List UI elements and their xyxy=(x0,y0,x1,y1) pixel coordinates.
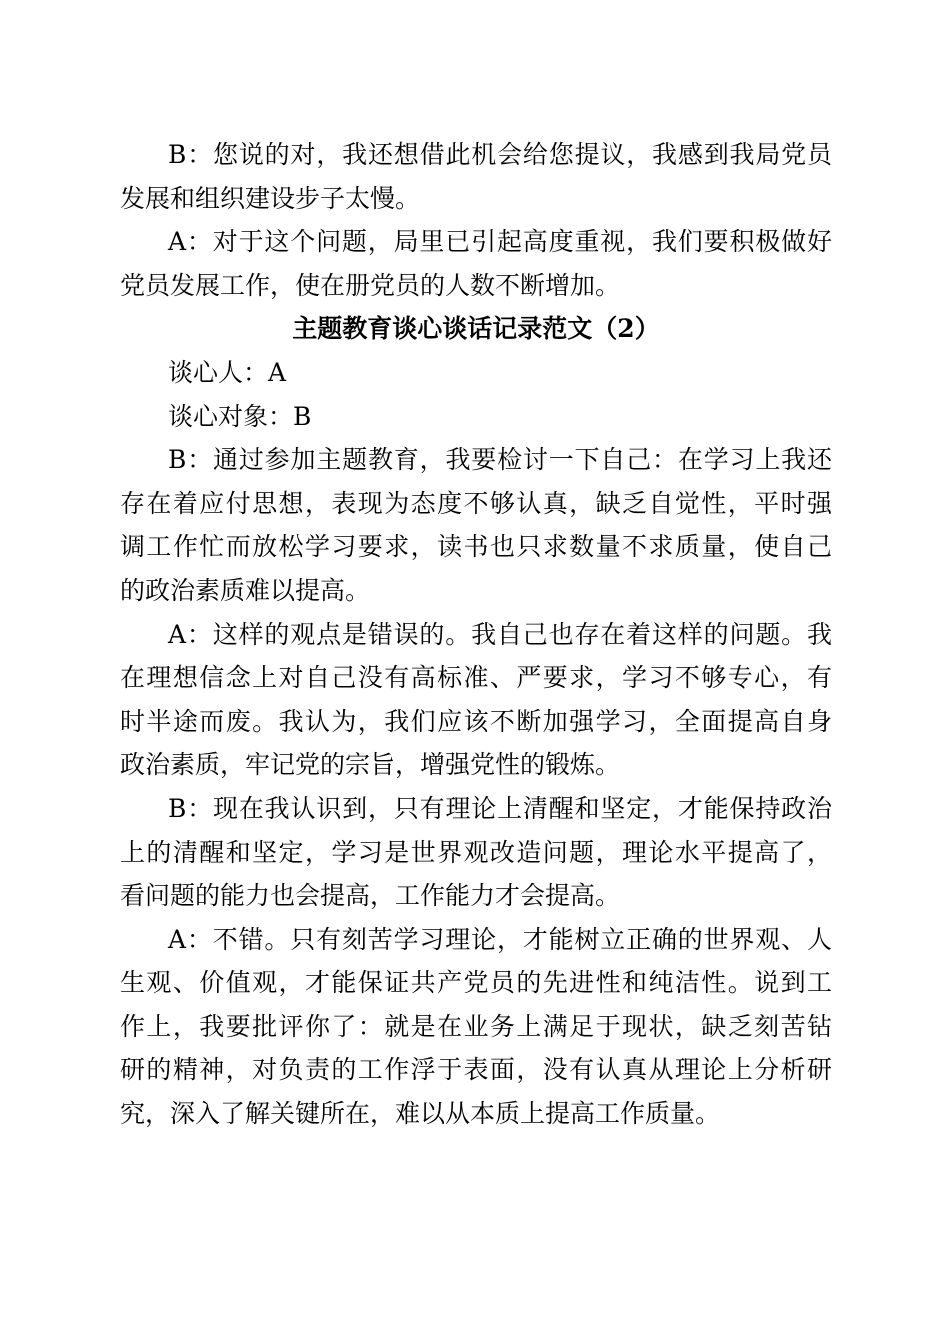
text-line: A：不错。只有刻苦学习理论，才能树立正确的世界观、人 xyxy=(168,924,832,954)
paragraph xyxy=(120,918,832,1136)
text-line: B：通过参加主题教育，我要检讨一下自己：在学习上我还 xyxy=(168,445,832,475)
text-line: 研的精神，对负责的工作浮于表面，没有认真从理论上分析研 xyxy=(120,1055,832,1085)
text-line: 生观、价值观，才能保证共产党员的先进性和纯洁性。说到工 xyxy=(120,968,832,998)
text-line: B：现在我认识到，只有理论上清醒和坚定，才能保持政治 xyxy=(168,793,832,823)
paragraph xyxy=(120,133,832,220)
text-line: 究，深入了解关键所在，难以从本质上提高工作质量。 xyxy=(120,1099,721,1129)
text-line: 政治素质，牢记党的宗旨，增强党性的锻炼。 xyxy=(120,750,621,780)
text-line: 上的清醒和坚定，学习是世界观改造问题，理论水平提高了， xyxy=(120,837,832,867)
text-line: 在理想信念上对自己没有高标准、严要求，学习不够专心，有 xyxy=(120,663,832,693)
talker-line: 谈心人：A xyxy=(168,357,287,387)
talkee-line: 谈心对象：B xyxy=(168,401,312,431)
paragraph xyxy=(120,438,832,612)
text-line: 党员发展工作，使在册党员的人数不断增加。 xyxy=(120,270,621,300)
paragraph xyxy=(120,613,832,787)
text-line: 作上，我要批评你了：就是在业务上满足于现状，缺乏刻苦钻 xyxy=(120,1011,832,1041)
text-line: 存在着应付思想，表现为态度不够认真，缺乏自觉性，平时强 xyxy=(120,488,832,518)
section-title: 主题教育谈心谈话记录范文（2） xyxy=(292,314,660,344)
paragraph xyxy=(120,220,832,307)
text-line: 看问题的能力也会提高，工作能力才会提高。 xyxy=(120,881,621,911)
text-line: A：这样的观点是错误的。我自己也存在着这样的问题。我 xyxy=(168,619,832,649)
text-line: 发展和组织建设步子太慢。 xyxy=(120,183,421,213)
text-line: 的政治素质难以提高。 xyxy=(120,575,371,605)
text-line: A：对于这个问题，局里已引起高度重视，我们要积极做好 xyxy=(168,227,832,257)
text-line: 调工作忙而放松学习要求，读书也只求数量不求质量，使自己 xyxy=(120,532,832,562)
text-line: 时半途而废。我认为，我们应该不断加强学习，全面提高自身 xyxy=(120,706,832,736)
document-page xyxy=(120,133,832,1136)
paragraph xyxy=(120,787,832,918)
text-line: B：您说的对，我还想借此机会给您提议，我感到我局党员 xyxy=(168,140,832,169)
